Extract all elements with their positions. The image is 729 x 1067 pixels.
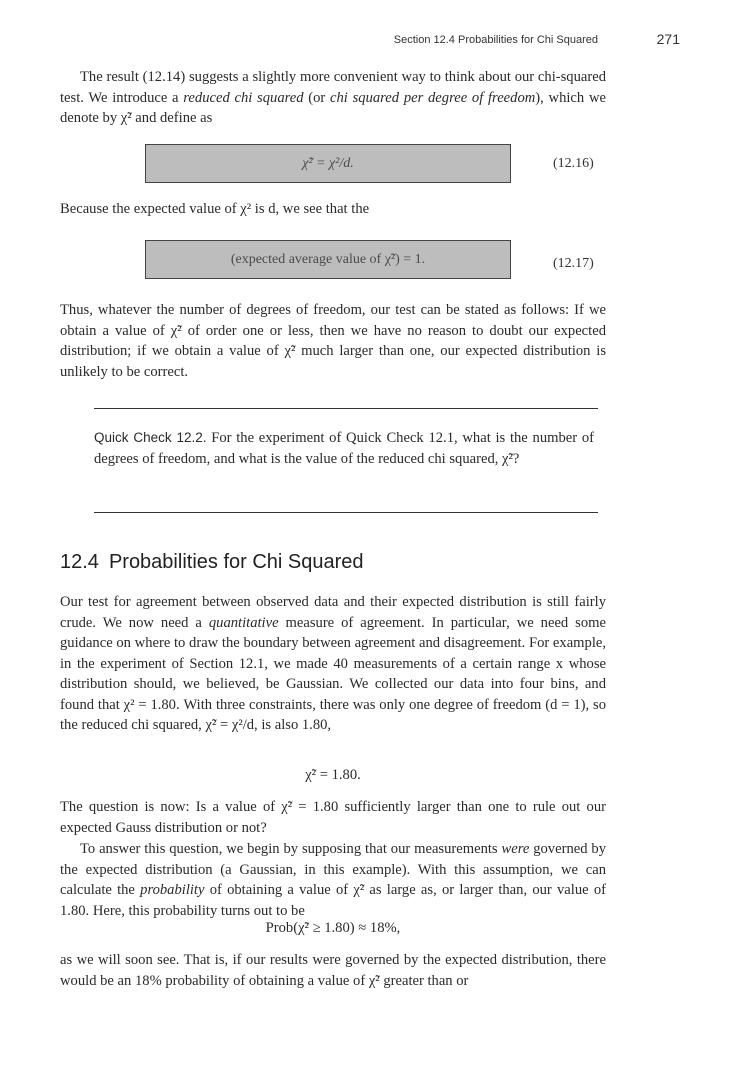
paragraph-quantitative-measure: Our test for agreement between observed data and their expected distribution is still fairly crude. We now need a quantitative measure of agreement. In particular, we need some guidance on where to draw the boundary between agreement and disagreement. For example, in the experiment of Section 12.1, we made 40 measurements of a certain range x whose distribution should, we believed, be Gaussian. We collected our data into four bins, and found that χ² = 1.80. With three constraints, there was only one degree of freedom (d = 1), so the reduced chi squared, χ̃² = χ²/d, is also 1.80,: [60, 594, 606, 733]
running-head: [60, 30, 680, 50]
equation-number-12-16: (12.16): [553, 156, 594, 171]
term-quantitative: quantitative: [208, 614, 279, 631]
running-head-text: Section 12.4 Probabilities for Chi Squared: [393, 34, 598, 46]
section-number: 12.4: [60, 551, 99, 573]
quick-check-bottom-rule: [94, 512, 598, 513]
equation-number-12-17: (12.17): [553, 256, 594, 271]
term-chi-squared-per-dof: chi squared per degree of freedom: [330, 89, 536, 106]
quick-check-12-2: Quick Check 12.2. For the experiment of Quick Check 12.1, what is the number of degrees of freedom, and what is the value of the reduced chi squared, χ̃²?: [94, 430, 594, 467]
term-probability: probability: [140, 882, 205, 898]
equation-box-12-17: [145, 240, 511, 279]
quick-check-label: Quick Check 12.2.: [94, 430, 207, 445]
quick-check-top-rule: [94, 408, 598, 409]
paragraph-expected-value: Because the expected value of χ² is d, we see that the: [60, 201, 370, 217]
equation-12-16: χ̃² = χ²/d.: [302, 155, 354, 171]
display-equation-probability: Prob(χ̃² ≥ 1.80) ≈ 18%,: [265, 920, 401, 936]
equation-box-12-16: [145, 144, 511, 183]
paragraph-reduced-chi-intro: The result (12.14) suggests a slightly more convenient way to think about our chi-squared test. We introduce a reduced chi squared (or chi squared per degree of freedom), which we denote by χ̃² and define as: [60, 69, 606, 126]
section-heading: [60, 551, 364, 574]
term-were: were: [501, 841, 530, 857]
page-number: 271: [656, 31, 680, 47]
paragraph-question: The question is now: Is a value of χ̃² = 1.80 sufficiently larger than one to rule out our expected Gauss distribution or not?: [60, 799, 606, 836]
paragraph-probability-meaning: as we will soon see. That is, if our results were governed by the expected distribution, there would be an 18% probability of obtaining a value of χ̃² greater than or: [60, 952, 606, 989]
display-equation-reduced-chi-value: χ̃² = 1.80.: [305, 767, 361, 783]
paragraph-test-statement: Thus, whatever the number of degrees of freedom, our test can be stated as follows: If we obtain a value of χ̃² of order one or less, then we have no reason to doubt our expected distribution; if we obtain a value of χ̃² much larger than one, our expected distribution is unlikely to be correct.: [60, 302, 606, 380]
section-title: Probabilities for Chi Squared: [108, 551, 364, 573]
paragraph-probability-intro: To answer this question, we begin by supposing that our measurements were governed by the expected distribution (a Gaussian, in this example). With this assumption, we can calculate the probability of obtaining a value of χ̃² as large as, or larger than, our value of 1.80. Here, this probability turns out to be: [60, 841, 606, 919]
term-reduced-chi-squared: reduced chi squared: [183, 89, 304, 106]
equation-12-17: (expected average value of χ̃²) = 1.: [230, 251, 426, 267]
